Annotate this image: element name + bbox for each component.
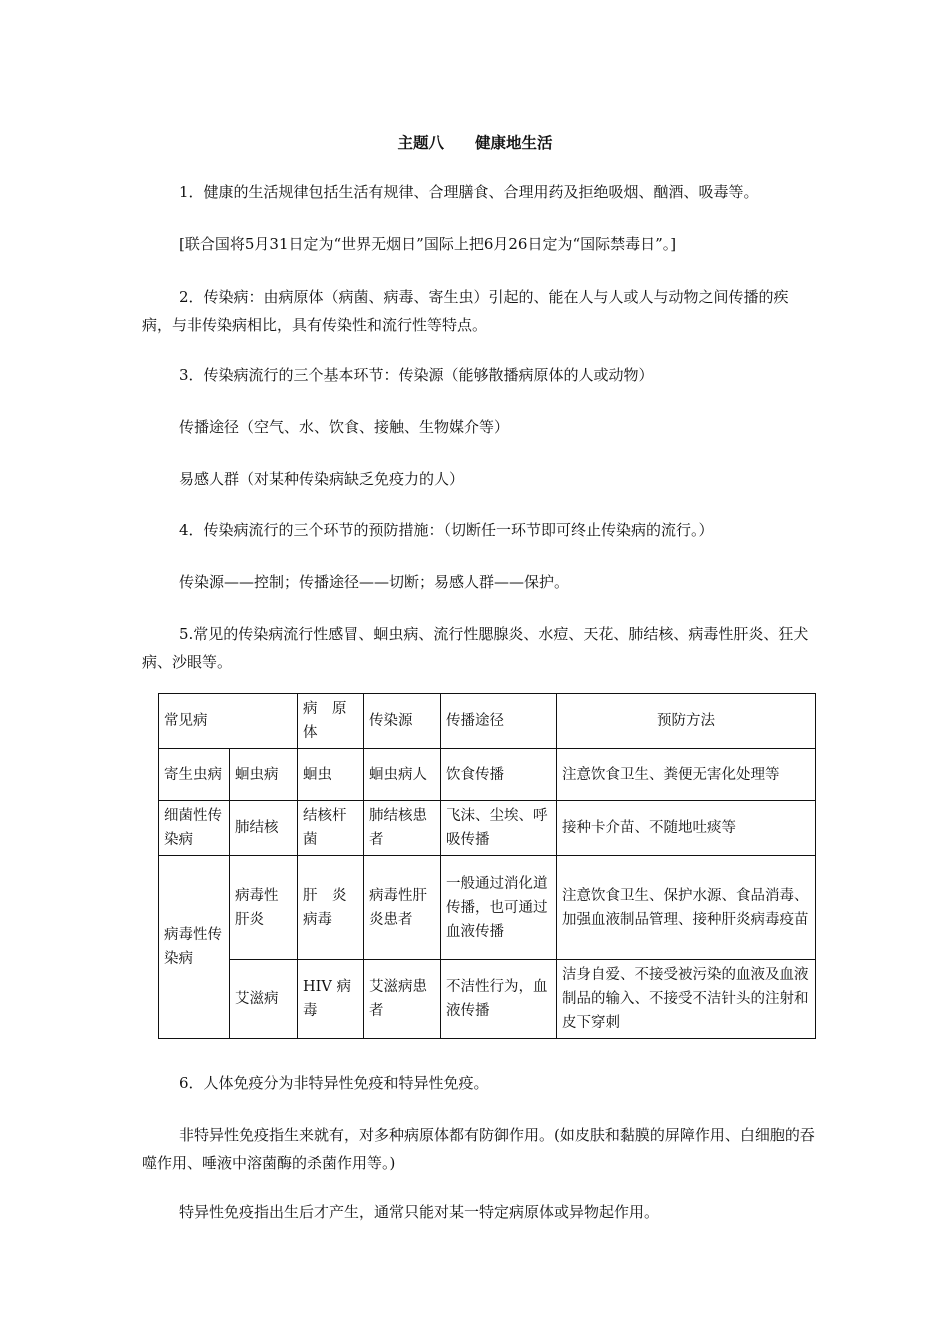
cell-prevention: 注意饮食卫生、保护水源、食品消毒、加强血液制品管理、接种肝炎病毒疫苗 bbox=[557, 856, 816, 960]
cell-route: 不洁性行为，血液传播 bbox=[441, 960, 557, 1039]
cell-pathogen: 蛔虫 bbox=[298, 749, 364, 801]
table-row bbox=[159, 801, 816, 856]
paragraph-4-measures: 传染源——控制；传播途径——切断；易感人群——保护。 bbox=[179, 573, 570, 591]
cell-prevention: 注意饮食卫生、粪便无害化处理等 bbox=[557, 749, 816, 801]
cell-category: 寄生虫病 bbox=[159, 749, 230, 801]
header-route: 传播途径 bbox=[441, 694, 557, 749]
cell-pathogen: 肝 炎病毒 bbox=[298, 856, 364, 960]
cell-category: 病毒性传染病 bbox=[159, 856, 230, 1039]
header-source: 传染源 bbox=[364, 694, 441, 749]
paragraph-1-note: [联合国将5月31日定为“世界无烟日”国际上把6月26日定为“国际禁毒日”。] bbox=[179, 235, 677, 253]
table-row bbox=[159, 960, 816, 1039]
table-header-row bbox=[159, 694, 816, 749]
table-row bbox=[159, 749, 816, 801]
cell-pathogen: HIV 病毒 bbox=[298, 960, 364, 1039]
paragraph-6-specific: 特异性免疫指出生后才产生，通常只能对某一特定病原体或异物起作用。 bbox=[179, 1203, 660, 1221]
cell-disease: 肺结核 bbox=[230, 801, 298, 856]
cell-source: 肺结核患者 bbox=[364, 801, 441, 856]
cell-prevention: 接种卡介苗、不随地吐痰等 bbox=[557, 801, 816, 856]
cell-category: 细菌性传染病 bbox=[159, 801, 230, 856]
paragraph-4: 4．传染病流行的三个环节的预防措施：（切断任一环节即可终止传染病的流行。） bbox=[179, 521, 714, 539]
paragraph-3-route: 传播途径（空气、水、饮食、接触、生物媒介等） bbox=[179, 418, 510, 436]
paragraph-5: 5.常见的传染病流行性感冒、蛔虫病、流行性腮腺炎、水痘、天花、肺结核、病毒性肝炎、狂犬病、沙眼等。 bbox=[142, 625, 809, 671]
paragraph-3: 3．传染病流行的三个基本环节：传染源（能够散播病原体的人或动物） bbox=[179, 366, 654, 384]
cell-disease: 艾滋病 bbox=[230, 960, 298, 1039]
header-common-disease: 常见病 bbox=[159, 694, 298, 749]
cell-route: 飞沫、尘埃、呼吸传播 bbox=[441, 801, 557, 856]
cell-pathogen: 结核杆菌 bbox=[298, 801, 364, 856]
header-prevention: 预防方法 bbox=[557, 694, 816, 749]
cell-source: 艾滋病患者 bbox=[364, 960, 441, 1039]
cell-disease: 蛔虫病 bbox=[230, 749, 298, 801]
paragraph-2: 2．传染病：由病原体（病菌、病毒、寄生虫）引起的、能在人与人或人与动物之间传播的疾病，与非传染病相比，具有传染性和流行性等特点。 bbox=[142, 288, 789, 334]
paragraph-1: 1．健康的生活规律包括生活有规律、合理膳食、合理用药及拒绝吸烟、酗酒、吸毒等。 bbox=[179, 183, 759, 201]
header-pathogen: 病 原体 bbox=[298, 694, 364, 749]
page-title: 主题八 健康地生活 bbox=[397, 133, 553, 152]
cell-disease: 病毒性肝炎 bbox=[230, 856, 298, 960]
cell-prevention: 洁身自爱、不接受被污染的血液及血液制品的输入、不接受不洁针头的注射和皮下穿刺 bbox=[557, 960, 816, 1039]
paragraph-6: 6．人体免疫分为非特异性免疫和特异性免疫。 bbox=[179, 1074, 489, 1092]
cell-source: 蛔虫病人 bbox=[364, 749, 441, 801]
cell-source: 病毒性肝炎患者 bbox=[364, 856, 441, 960]
paragraph-6-nonspecific: 非特异性免疫指生来就有，对多种病原体都有防御作用。(如皮肤和黏膜的屏障作用、白细胞的吞噬作用、唾液中溶菌酶的杀菌作用等。) bbox=[142, 1126, 815, 1172]
paragraph-3-susceptible: 易感人群（对某种传染病缺乏免疫力的人） bbox=[179, 470, 465, 488]
cell-route: 饮食传播 bbox=[441, 749, 557, 801]
table-row bbox=[159, 856, 816, 960]
cell-route: 一般通过消化道传播，也可通过血液传播 bbox=[441, 856, 557, 960]
disease-table bbox=[158, 693, 816, 1039]
